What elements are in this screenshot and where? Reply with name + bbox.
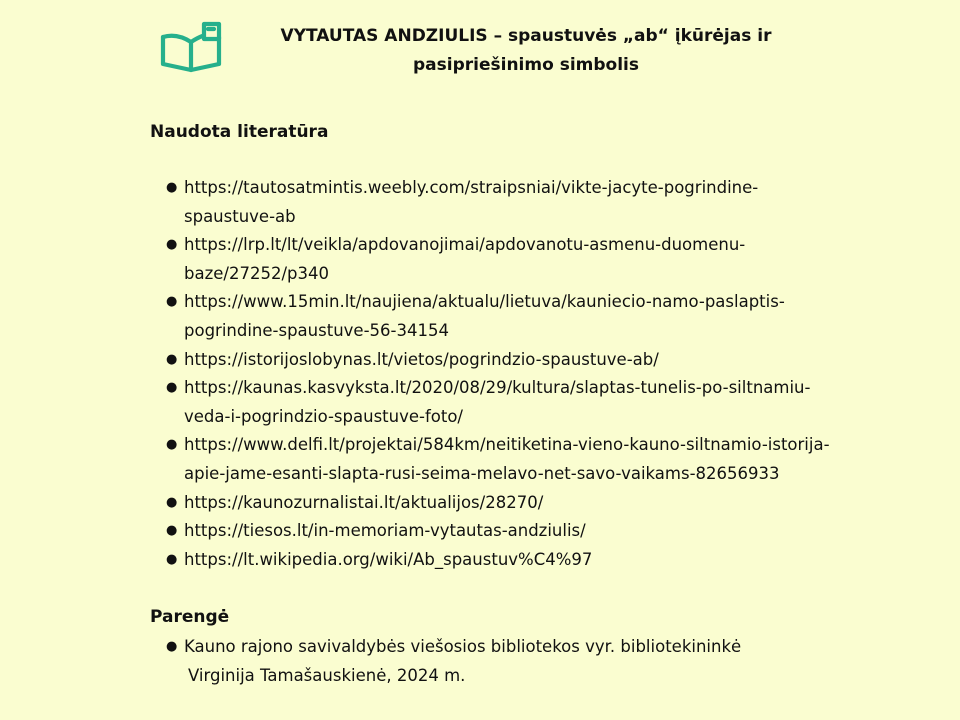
references-list [150, 174, 840, 574]
reference-item [150, 489, 840, 518]
reference-link[interactable]: https://istorijoslobynas.lt/vietos/pogrindzio-spaustuve-ab/ [184, 349, 659, 369]
reference-item [150, 431, 840, 488]
open-book-icon [158, 20, 224, 76]
author-affiliation: Kauno rajono savivaldybės viešosios bibliotekos vyr. bibliotekininkė [184, 637, 742, 656]
reference-link[interactable]: https://lt.wikipedia.org/wiki/Ab_spaustuv%C4%97 [184, 549, 593, 569]
author-heading: Parengė [150, 607, 230, 627]
author-list [150, 633, 840, 690]
bullet-icon: ● [166, 551, 178, 567]
reference-link[interactable]: https://tiesos.lt/in-memoriam-vytautas-andziulis/ [184, 521, 586, 541]
reference-item [150, 346, 840, 375]
author-item [150, 633, 840, 690]
reference-item [150, 174, 840, 231]
reference-link[interactable]: https://www.delfi.lt/projektai/584km/neitiketina-vieno-kauno-siltnamio-istorija-apie-jame-esanti-slapta-rusi-seima-melavo-net-savo-vaikams-82656933 [184, 435, 830, 483]
reference-item [150, 517, 840, 546]
reference-item [150, 546, 840, 575]
bullet-icon: ● [166, 523, 178, 539]
reference-item [150, 231, 840, 288]
author-name: Virginija Tamašauskienė, 2024 m. [188, 665, 466, 685]
reference-link[interactable]: https://lrp.lt/lt/veikla/apdovanojimai/apdovanotu-asmenu-duomenu-baze/27252/p340 [184, 235, 746, 283]
bullet-icon: ● [166, 494, 178, 510]
reference-item [150, 374, 840, 431]
bullet-icon: ● [166, 639, 178, 654]
bullet-icon: ● [166, 294, 178, 310]
reference-link[interactable]: https://www.15min.lt/naujiena/aktualu/lietuva/kauniecio-namo-paslaptis-pogrindine-spaustuve-56-34154 [184, 292, 785, 340]
bullet-icon: ● [166, 437, 178, 453]
bullet-icon: ● [166, 351, 178, 367]
reference-link[interactable]: https://tautosatmintis.weebly.com/straipsniai/vikte-jacyte-pogrindine-spaustuve-ab [184, 178, 759, 226]
reference-link[interactable]: https://kaunozurnalistai.lt/aktualijos/28270/ [184, 492, 544, 512]
bullet-icon: ● [166, 180, 178, 195]
bullet-icon: ● [166, 237, 178, 253]
reference-item [150, 288, 840, 345]
page-title: VYTAUTAS ANDZIULIS – spaustuvės „ab“ įkūrėjas ir pasipriešinimo simbolis [280, 26, 772, 75]
references-heading: Naudota literatūra [150, 122, 329, 142]
bullet-icon: ● [166, 380, 178, 396]
reference-link[interactable]: https://kaunas.kasvyksta.lt/2020/08/29/kultura/slaptas-tunelis-po-siltnamiu-veda-i-pogrindzio-spaustuve-foto/ [184, 378, 811, 426]
